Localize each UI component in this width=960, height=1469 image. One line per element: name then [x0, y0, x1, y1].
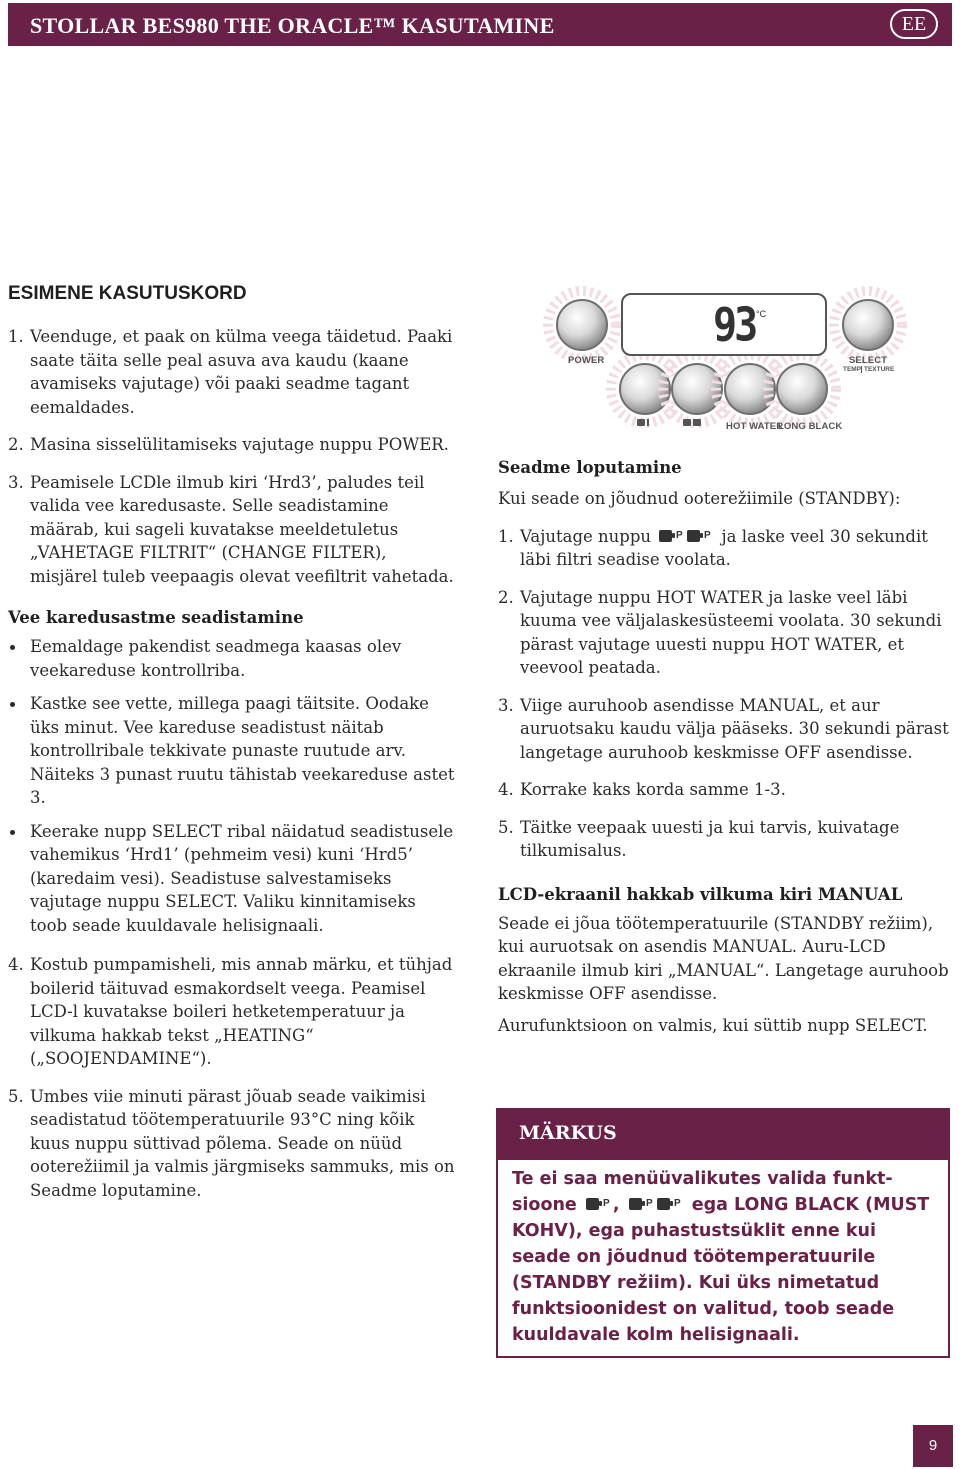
svg-text:P: P [704, 529, 711, 541]
bullet-dot [10, 645, 15, 650]
step1-post-text: ja laske veel 30 sekundit läbi filtri seadise voolata. [520, 526, 928, 569]
step-item [498, 586, 953, 680]
step-text: Vajutage nuppu HOT WATER ja laske veel läbi kuuma vee väljalaskesüsteemi voolata. 30 sekundi pärast vajutage uuesti nuppu HOT WATER, et veevool peatada. [520, 587, 942, 677]
step-number: 2. [8, 435, 24, 454]
language-badge: EE [890, 9, 938, 39]
step-number: 5. [498, 817, 514, 837]
step1-pre-text: Vajutage nuppu [520, 526, 652, 546]
step-item [8, 325, 458, 419]
bullet-item [8, 820, 458, 938]
long-black-label: LONG BLACK [778, 421, 843, 432]
step-number: 4. [8, 955, 24, 974]
step-item [8, 471, 458, 589]
step-item [8, 953, 458, 1071]
step-text: Kostub pumpamisheli, mis annab märku, et tühjad boilerid täituvad esmakordselt veega. Peamisel LCD-l kuvatakse boileri hetketemperatuur ja vilkuma hakkab tekst „HEATING“ („SOOJENDAMINE“). [30, 955, 453, 1068]
step-item [498, 816, 953, 863]
page-title: STOLLAR BES980 THE ORACLE™ KASUTAMINE [30, 13, 555, 38]
right-column [498, 458, 953, 1037]
step-text: Veenduge, et paak on külma veega täidetud. Paaki saate täita selle peal asuva ava kaudu (kaane avamiseks vajutage) või paaki seadme tagant eemaldades. [30, 327, 453, 417]
bullet-text: Kastke see vette, millega paagi täitsite. Oodake üks minut. Vee kareduse seadistust näitab kontrollribale tekkivate punaste ruutude arv. Näiteks 3 punast ruutu tähistab veekareduse astet 3. [30, 694, 455, 807]
double-cup-icon [657, 527, 715, 545]
texture-label: TEXTURE [861, 366, 894, 373]
svg-text:P: P [645, 1198, 653, 1209]
step-number: 5. [8, 1086, 24, 1106]
step-number: 4. [498, 780, 514, 799]
lcd-unit: °C [756, 309, 767, 319]
note-header [498, 1110, 948, 1160]
step-text: Korrake kaks korda samme 1-3. [520, 780, 786, 799]
step-text: Masina sisselülitamiseks vajutage nuppu POWER. [30, 435, 449, 454]
lcd-display [621, 293, 827, 356]
step-item [498, 694, 953, 765]
manual-text: Seade ei jõua töötemperatuurile (STANDBY režiim), kui auruotsak on asendis MANUAL. Auru-LCD ekraanile ilmub kiri „MANUAL“. Langetage auruhoob keskmisse OFF asendisse. [498, 913, 949, 1003]
bullet-dot [10, 702, 15, 707]
bullet-text: Keerake nupp SELECT ribal näidatud seadistusele vahemikus ‘Hrd1’ (pehmeim vesi) kuni ‘Hrd5’ (karedaim vesi). Seadistuse salvestamiseks vajutage nuppu SELECT. Valiku kinnitamiseks toob seade kuuldavale helisignaali. [30, 821, 454, 935]
step-number: 3. [498, 695, 514, 715]
select-label: SELECT [849, 355, 888, 366]
page-number: 9 [913, 1425, 953, 1467]
bullet-item [8, 635, 458, 682]
section-title: ESIMENE KASUTUSKORD [8, 283, 247, 304]
step-text: Täitke veepaak uuesti ja kui tarvis, kuivatage tilkumisalus. [520, 817, 900, 860]
step-number: 1. [498, 526, 514, 546]
control-panel-illustration [540, 285, 910, 435]
note-box [496, 1108, 950, 1358]
rinse-title: Seadme loputamine [498, 458, 682, 477]
note-line-2-post: ega LONG BLACK [691, 1195, 859, 1215]
svg-text:P: P [602, 1198, 610, 1209]
power-label: POWER [568, 355, 605, 366]
function-buttons-graphic [611, 355, 836, 423]
hot-water-label: HOT WATER [726, 421, 784, 432]
note-rest: (MUST KOHV), ega puhastustsüklit enne kui seade on jõudnud töötemperatuurile (STANDBY režiim). Kui üks nimetatud funktsioonidest on valitud, toob seade kuuldavale kolm helisignaali. [512, 1195, 930, 1345]
select-knob-graphic [834, 291, 902, 359]
lcd-temperature: 93 [713, 299, 756, 352]
single-cup-icon [584, 1195, 612, 1213]
temp-label: TEMP [843, 366, 862, 373]
note-line-2-pre: sioone [512, 1195, 577, 1215]
manual-text-2: Aurufunktsioon on valmis, kui süttib nupp SELECT. [498, 1015, 928, 1035]
step-number: 1. [8, 327, 24, 346]
bullet-item [8, 692, 458, 810]
step-text: Viige auruhoob asendisse MANUAL, et aur auruotsaku kaudu välja pääseks. 30 sekundi pärast langetage auruhoob keskmisse OFF asendisse. [520, 695, 949, 762]
step-item [498, 525, 953, 572]
svg-text:P: P [676, 529, 683, 541]
note-title: MÄRKUS [519, 1122, 617, 1144]
manual-title: LCD-ekraanil hakkab vilkuma kiri MANUAL [498, 884, 903, 904]
step-item [8, 433, 458, 457]
svg-text:P: P [673, 1198, 681, 1209]
bullet-text: Eemaldage pakendist seadmega kaasas olev veekareduse kontrollriba. [30, 637, 402, 680]
note-line-1: Te ei saa menüüvalikutes valida funkt- [512, 1169, 893, 1189]
step-text: Umbes viie minuti pärast jõuab seade vaikimisi seadistatud töötemperatuurile 93°C ning kõik kuus nuppu süttivad põlema. Seade on nüüd ooterežiimil ja valmis järgmiseks sammuks, mis on Seadme loputamine. [30, 1086, 455, 1200]
rinse-intro: Kui seade on jõudnud ooterežiimile (STANDBY): [498, 489, 901, 508]
hardness-title: Vee karedusastme seadistamine [8, 608, 304, 627]
step-text: Peamisele LCDle ilmub kiri ‘Hrd3’, paludes teil valida vee karedusaste. Selle seadistamine määrab, kui sageli kuvatakse meeldetuletus „VAHETAGE FILTRIT“ (CHANGE FILTER), misjärel tuleb veepaagis olevat veefiltrit vahetada. [30, 472, 454, 586]
bullet-dot [10, 830, 15, 835]
page-header [8, 3, 952, 46]
note-body: Te ei saa menüüvalikutes valida funkt- sioone P , P P ega LONG BLACK (MUST KOHV), ega puhastustsüklit enne kui seade on jõudnud töötemperatuurile (STANDBY režiim). Kui üks nimetatud funktsioonidest on valitud, toob seade kuuldavale kolm helisignaali. [512, 1169, 930, 1345]
step-number: 3. [8, 472, 24, 492]
left-column [8, 283, 458, 1216]
step-item [8, 1085, 458, 1203]
power-button-graphic [548, 291, 616, 359]
step-item [498, 778, 953, 802]
double-cup-icon [627, 1195, 685, 1213]
step-number: 2. [498, 587, 514, 607]
